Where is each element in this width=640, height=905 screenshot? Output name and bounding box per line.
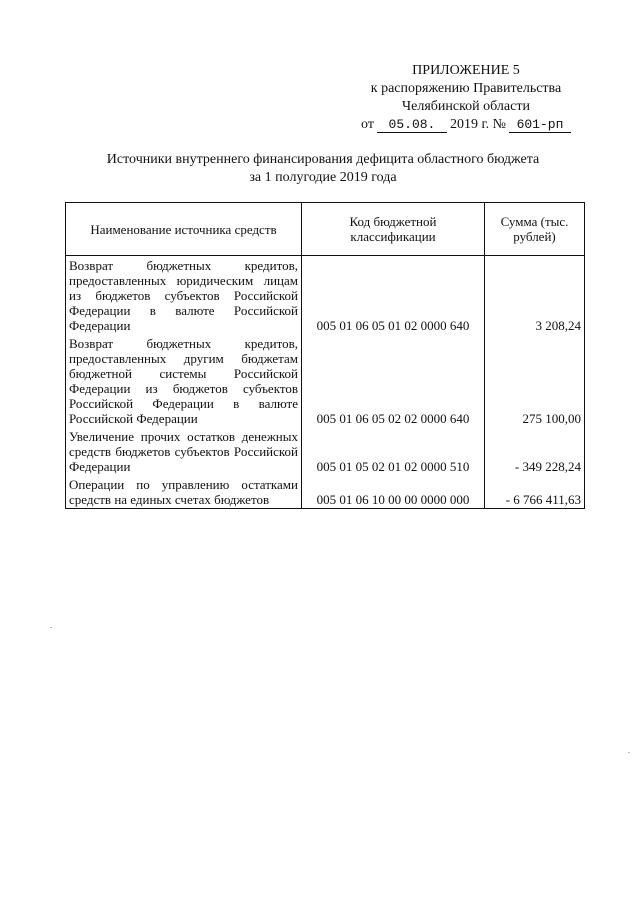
row-sum: 275 100,00 [485, 334, 585, 427]
appendix-line-2: Челябинской области [402, 99, 530, 114]
table-row [66, 475, 585, 509]
row-code: 005 01 06 05 02 02 0000 640 [302, 334, 485, 427]
row-name: Операции по управлению остатками средств на единых счетах бюджетов [66, 475, 302, 509]
row-code: 005 01 06 10 00 00 0000 000 [302, 475, 485, 509]
row-name: Увеличение прочих остатков денежных средств бюджетов субъектов Российской Федерации [66, 427, 302, 475]
row-name: Возврат бюджетных кредитов, предоставленных юридическим лицам из бюджетов субъектов Российской Федерации в валюте Российской Федерации [66, 256, 302, 335]
document-title-line-2: за 1 полугодие 2019 года [249, 170, 397, 185]
appendix-title: ПРИЛОЖЕНИЕ 5 [412, 63, 520, 78]
document-title [60, 151, 586, 187]
appendix-date-line [356, 116, 576, 134]
row-name: Возврат бюджетных кредитов, предоставленных другим бюджетам бюджетной системы Российской Федерации из бюджетов субъектов Российской Федерации в валюте Российской Федерации [66, 334, 302, 427]
from-label: от [361, 117, 374, 132]
row-sum: 3 208,24 [485, 256, 585, 335]
scan-speck [50, 627, 52, 628]
table-row [66, 334, 585, 427]
row-sum: - 6 766 411,63 [485, 475, 585, 509]
handwritten-number: 601-рп [509, 117, 571, 133]
table-row [66, 427, 585, 475]
handwritten-date: 05.08. [377, 117, 447, 133]
header-name: Наименование источника средств [66, 203, 302, 256]
scan-speck [628, 752, 630, 753]
year-text: 2019 г. № [449, 117, 506, 132]
appendix-header [356, 62, 576, 134]
document-title-line-1: Источники внутреннего финансирования дефицита областного бюджета [106, 152, 540, 167]
table-row [66, 256, 585, 335]
row-sum: - 349 228,24 [485, 427, 585, 475]
header-sum: Сумма (тыс. рублей) [485, 203, 585, 256]
row-code: 005 01 05 02 01 02 0000 510 [302, 427, 485, 475]
table-header-row [66, 203, 585, 256]
appendix-line-1: к распоряжению Правительства [370, 81, 562, 96]
sources-table [65, 202, 585, 509]
header-code: Код бюджетной классификации [302, 203, 485, 256]
row-code: 005 01 06 05 01 02 0000 640 [302, 256, 485, 335]
